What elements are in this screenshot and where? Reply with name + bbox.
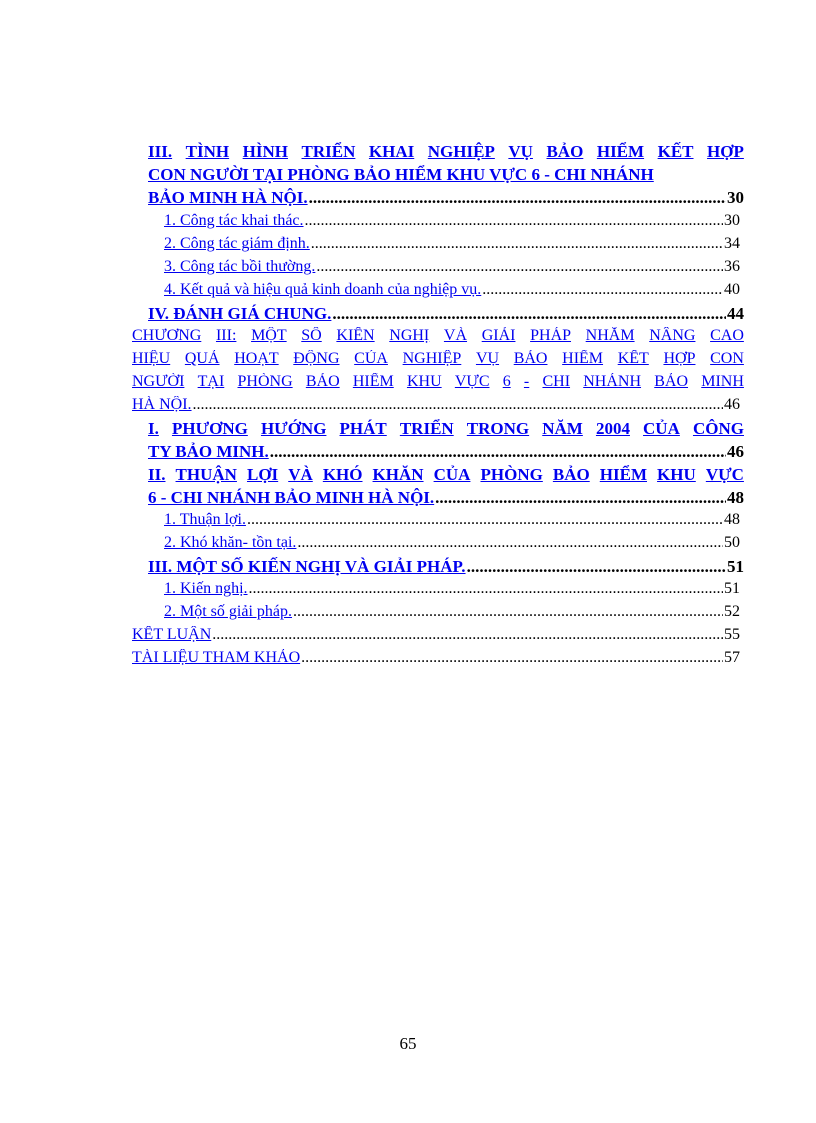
- toc-link[interactable]: BẢO: [305, 373, 340, 390]
- page-ref: 48: [724, 511, 740, 528]
- page-ref: 57: [724, 649, 740, 666]
- page-ref: 51: [724, 580, 740, 597]
- toc-link[interactable]: HIỂM: [562, 350, 604, 367]
- page-ref: 52: [724, 603, 740, 620]
- toc-link[interactable]: BẢO MINH HÀ NỘI.: [148, 188, 308, 207]
- toc-item[interactable]: [164, 212, 740, 235]
- toc-link[interactable]: CON NGƯỜI TẠI PHÒNG BẢO HIỂM KHU VỰC 6 - CHI NHÁNH: [148, 165, 654, 184]
- page-ref: 40: [724, 281, 740, 298]
- toc-link[interactable]: CỦA: [354, 350, 388, 367]
- toc-link[interactable]: 2. Công tác giám định.: [164, 235, 310, 252]
- leader-dots: [193, 396, 723, 414]
- toc-link[interactable]: KHĂN: [372, 465, 424, 484]
- toc-link[interactable]: 4. Kết quả và hiệu quả kinh doanh của nghiệp vụ.: [164, 281, 482, 298]
- toc-link[interactable]: MỘT: [251, 327, 287, 344]
- toc-heading-c3-section-3[interactable]: [148, 557, 744, 580]
- toc-link[interactable]: II.: [148, 465, 166, 484]
- toc-link[interactable]: IV. ĐÁNH GIÁ CHUNG.: [148, 304, 332, 323]
- toc-link[interactable]: KẾT LUẬN: [132, 626, 212, 643]
- toc-link[interactable]: NGHIỆP: [427, 142, 495, 161]
- toc-link[interactable]: VỰC: [454, 373, 490, 390]
- toc-link[interactable]: SỐ: [301, 327, 322, 344]
- leader-dots: [482, 281, 723, 299]
- toc-chapter-3-line-2[interactable]: [132, 350, 744, 373]
- toc-chapter-3-line-3[interactable]: [132, 373, 744, 396]
- toc-link[interactable]: KẾT: [617, 350, 649, 367]
- toc-link[interactable]: KHU: [406, 373, 442, 390]
- toc-link[interactable]: TRIỂN: [399, 419, 454, 438]
- leader-dots: [435, 488, 726, 508]
- toc-link[interactable]: PHÁP: [530, 327, 572, 344]
- leader-dots: [249, 580, 723, 598]
- toc-link[interactable]: PHƯƠNG: [171, 419, 248, 438]
- toc-link[interactable]: HIỂM: [352, 373, 394, 390]
- toc-link[interactable]: VÀ: [443, 327, 468, 344]
- toc-link[interactable]: CHI: [542, 373, 571, 390]
- toc-item[interactable]: [164, 281, 740, 304]
- toc-chapter-3-line-4[interactable]: [132, 396, 740, 419]
- toc-item[interactable]: [164, 603, 740, 626]
- toc-item[interactable]: [164, 235, 740, 258]
- toc-link[interactable]: HIỂM: [599, 465, 647, 484]
- toc-link[interactable]: KHÓ: [322, 465, 363, 484]
- toc-link[interactable]: THUẬN: [175, 465, 237, 484]
- page-ref: 46: [727, 442, 744, 461]
- leader-dots: [212, 626, 723, 644]
- toc-link[interactable]: TÀI LIỆU THAM KHẢO: [132, 649, 301, 666]
- toc-link[interactable]: 1. Thuận lợi.: [164, 511, 246, 528]
- toc-link[interactable]: 6: [502, 373, 511, 390]
- toc-heading-section-3-line-3[interactable]: [148, 188, 744, 211]
- toc-link[interactable]: CHƯƠNG: [132, 327, 202, 344]
- toc-item[interactable]: [164, 580, 740, 603]
- page-ref: 30: [724, 212, 740, 229]
- toc-link[interactable]: HIỆU: [132, 350, 171, 367]
- toc-link[interactable]: VÀ: [288, 465, 313, 484]
- toc-link[interactable]: HỢP: [663, 350, 696, 367]
- toc-link[interactable]: 1. Kiến nghị.: [164, 580, 248, 597]
- toc-heading-section-4[interactable]: [148, 304, 744, 327]
- toc-link[interactable]: CỦA: [433, 465, 471, 484]
- page-ref: 48: [727, 488, 744, 507]
- toc-link[interactable]: GIẢI: [481, 327, 516, 344]
- toc-chapter-3-line-1[interactable]: [132, 327, 744, 350]
- toc-link[interactable]: 1. Công tác khai thác.: [164, 212, 304, 229]
- page-ref: 44: [727, 304, 744, 323]
- toc-link[interactable]: HỢP: [707, 142, 744, 161]
- toc-link[interactable]: NGHỊ: [389, 327, 430, 344]
- toc-link[interactable]: KIẾN: [336, 327, 375, 344]
- toc-link[interactable]: TY BẢO MINH.: [148, 442, 269, 461]
- toc-link[interactable]: HOẠT: [234, 350, 279, 367]
- toc-heading-c3-section-2-line-1[interactable]: [148, 465, 744, 488]
- toc-link[interactable]: CAO: [710, 327, 744, 344]
- toc-link[interactable]: TRONG: [466, 419, 530, 438]
- page-number: 65: [399, 1034, 417, 1053]
- toc-link[interactable]: VỤ: [475, 350, 500, 367]
- toc-link[interactable]: KHU: [657, 465, 696, 484]
- toc-link[interactable]: HƯỚNG: [260, 419, 327, 438]
- toc-link[interactable]: ĐỘNG: [293, 350, 340, 367]
- toc-link[interactable]: VỰC: [705, 465, 744, 484]
- toc-link[interactable]: I.: [148, 419, 159, 438]
- toc-link[interactable]: III.: [148, 142, 173, 161]
- leader-dots: [309, 188, 726, 208]
- toc-link[interactable]: MINH: [701, 373, 744, 390]
- leader-dots: [301, 649, 723, 667]
- toc-link[interactable]: HÌNH: [242, 142, 288, 161]
- toc-link[interactable]: PHÒNG: [480, 465, 543, 484]
- toc-link[interactable]: PHÁT: [339, 419, 387, 438]
- toc-link[interactable]: CỦA: [643, 419, 680, 438]
- toc-link[interactable]: NÂNG: [649, 327, 696, 344]
- toc-link[interactable]: 2. Khó khăn- tồn tại.: [164, 534, 297, 551]
- toc-link[interactable]: TẠI: [197, 373, 225, 390]
- page-ref: 34: [724, 235, 740, 252]
- leader-dots: [293, 603, 723, 621]
- toc-link[interactable]: NGƯỜI: [132, 373, 185, 390]
- toc-heading-c3-section-1-line-2[interactable]: [148, 442, 744, 465]
- toc-link[interactable]: BẢO: [513, 350, 548, 367]
- toc-heading-c3-section-1-line-1[interactable]: [148, 419, 744, 442]
- toc-link[interactable]: BẢO: [546, 142, 584, 161]
- toc-heading-section-3-line-1[interactable]: [148, 142, 744, 165]
- toc-link[interactable]: CÔNG: [692, 419, 744, 438]
- toc-link[interactable]: QUẢ: [184, 350, 220, 367]
- toc-link[interactable]: 6 - CHI NHÁNH BẢO MINH HÀ NỘI.: [148, 488, 435, 507]
- toc-link[interactable]: -: [523, 373, 530, 390]
- toc-link[interactable]: CON: [710, 350, 744, 367]
- leader-dots: [297, 534, 723, 552]
- toc-link[interactable]: NHẰM: [585, 327, 635, 344]
- page-ref: 36: [724, 258, 740, 275]
- leader-dots: [467, 557, 726, 577]
- toc-link[interactable]: PHÒNG: [237, 373, 293, 390]
- toc-link[interactable]: 2. Một số giải pháp.: [164, 603, 292, 620]
- page-ref: 46: [724, 396, 740, 413]
- toc-link[interactable]: NĂM: [542, 419, 583, 438]
- toc-link[interactable]: KẾT: [657, 142, 694, 161]
- toc-link[interactable]: III:: [215, 327, 237, 344]
- toc-item[interactable]: [164, 534, 740, 557]
- toc-link[interactable]: BẢO: [654, 373, 689, 390]
- toc-link[interactable]: BẢO: [552, 465, 590, 484]
- toc-references[interactable]: [132, 649, 740, 672]
- leader-dots: [332, 304, 726, 324]
- toc-link[interactable]: TRIỂN: [301, 142, 356, 161]
- leader-dots: [305, 212, 723, 230]
- leader-dots: [311, 235, 723, 253]
- toc-item[interactable]: [164, 258, 740, 281]
- toc-item[interactable]: [164, 511, 740, 534]
- toc-link[interactable]: HIỂM: [596, 142, 645, 161]
- toc-link[interactable]: TÌNH: [185, 142, 230, 161]
- page-ref: 51: [727, 557, 744, 576]
- page-ref: 50: [724, 534, 740, 551]
- toc-link[interactable]: III. MỘT SỐ KIẾN NGHỊ VÀ GIẢI PHÁP.: [148, 557, 466, 576]
- leader-dots: [316, 258, 723, 276]
- toc-link[interactable]: 3. Công tác bồi thường.: [164, 258, 316, 275]
- toc-link[interactable]: 2004: [595, 419, 630, 438]
- toc-link[interactable]: NGHIỆP: [402, 350, 462, 367]
- leader-dots: [247, 511, 723, 529]
- toc-link[interactable]: VỤ: [508, 142, 533, 161]
- toc-link[interactable]: KHAI: [368, 142, 415, 161]
- page-ref: 55: [724, 626, 740, 643]
- leader-dots: [270, 442, 726, 462]
- page-ref: 30: [727, 188, 744, 207]
- toc-heading-section-3-line-2[interactable]: [148, 165, 744, 188]
- toc-link[interactable]: HÀ NỘI.: [132, 396, 192, 413]
- toc-conclusion[interactable]: [132, 626, 740, 649]
- toc-heading-c3-section-2-line-2[interactable]: [148, 488, 744, 511]
- toc-link[interactable]: NHÁNH: [583, 373, 642, 390]
- toc-link[interactable]: LỢI: [246, 465, 279, 484]
